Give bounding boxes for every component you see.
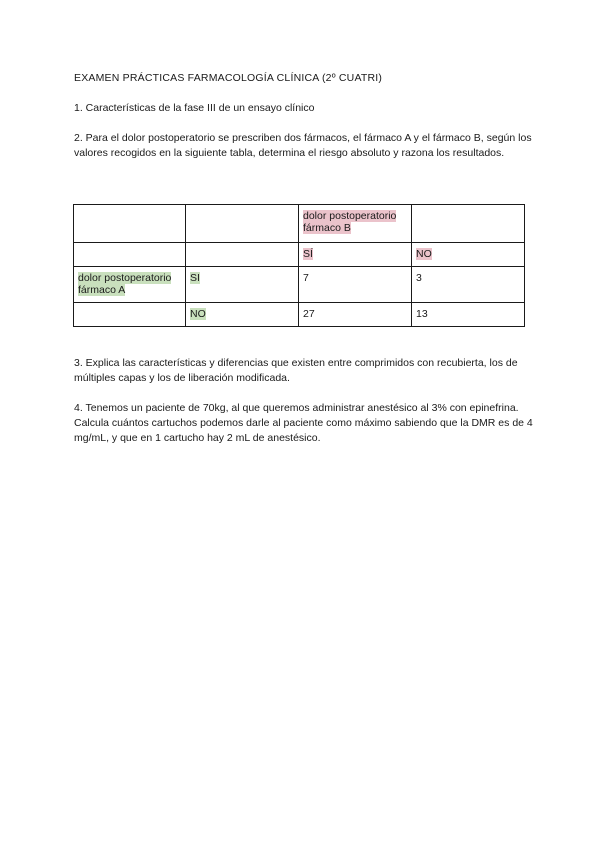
- table-cell-value: 7: [299, 267, 412, 303]
- table-row: [74, 267, 525, 303]
- document-title: EXAMEN PRÁCTICAS FARMACOLOGÍA CLÍNICA (2º CUATRI): [74, 72, 383, 84]
- table-cell-row-no: [186, 303, 299, 327]
- table-cell-empty: [186, 205, 299, 243]
- table-cell-header-b: [299, 205, 412, 243]
- table-cell-value: 27: [299, 303, 412, 327]
- table-cell-empty: [412, 205, 525, 243]
- table-cell-row-a: [74, 267, 186, 303]
- table-cell-empty: [74, 303, 186, 327]
- question-3: 3. Explica las características y diferencias que existen entre comprimidos con recubierta, los de múltiples capas y los de liberación modificada.: [74, 357, 518, 384]
- row-si-label: SI: [190, 272, 200, 284]
- table-cell-value: 13: [412, 303, 525, 327]
- table-row: [74, 303, 525, 327]
- col-si-label: SÍ: [303, 248, 313, 260]
- table-row: [74, 243, 525, 267]
- row-a-label: dolor postoperatorio fármaco A: [78, 272, 172, 296]
- question-4: 4. Tenemos un paciente de 70kg, al que queremos administrar anestésico al 3% con epinefrina. Calcula cuántos cartuchos podemos darle al paciente como máximo sabiendo que la DMR es de 4 mg/mL, y que en 1 cartucho hay 2 mL de anestésico.: [74, 402, 533, 444]
- table-row: [74, 205, 525, 243]
- table-cell-value: 3: [412, 267, 525, 303]
- table-cell-col-no: [412, 243, 525, 267]
- table-cell-empty: [74, 243, 186, 267]
- header-b-label: dolor postoperatorio fármaco B: [303, 210, 397, 234]
- table-cell-empty: [74, 205, 186, 243]
- question-1: 1. Características de la fase III de un ensayo clínico: [74, 102, 315, 114]
- col-no-label: NO: [416, 248, 432, 260]
- contingency-table: [73, 204, 525, 327]
- question-2: 2. Para el dolor postoperatorio se prescriben dos fármacos, el fármaco A y el fármaco B, según los valores recogidos en la siguiente tabla, determina el riesgo absoluto y razona los resultados.: [74, 132, 532, 159]
- table-cell-row-si: [186, 267, 299, 303]
- table-cell-empty: [186, 243, 299, 267]
- table-cell-col-si: [299, 243, 412, 267]
- row-no-label: NO: [190, 308, 206, 320]
